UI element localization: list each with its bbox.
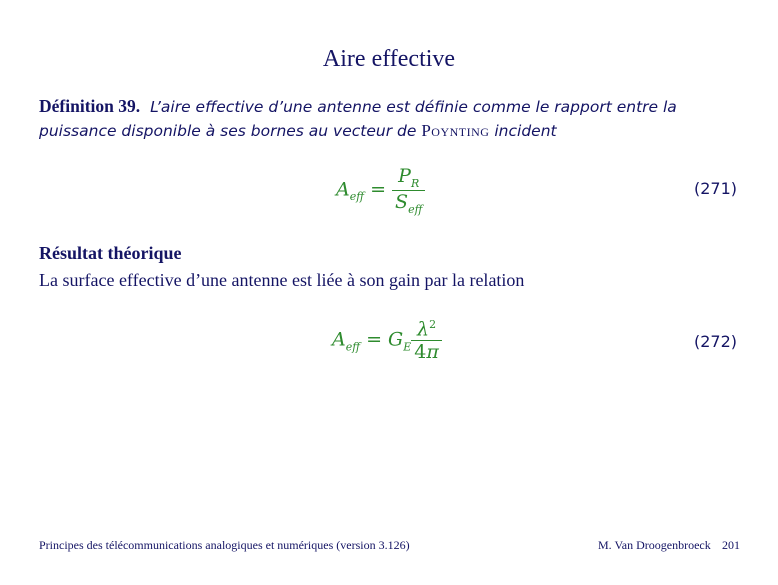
definition-text-part1: L’aire effective d’une antenne est définie comme le rapport entre la puissance disponible à ses bornes au vecteur de [39, 98, 677, 140]
result-heading: Résultat théorique [39, 243, 182, 263]
equation-271 [0, 165, 778, 225]
slide-title: Aire effective [322, 46, 456, 72]
definition-text-part2: incident [489, 122, 557, 140]
footer-page-number: 201 [722, 538, 740, 552]
equation-271-formula: $A_{eff}$ = $\frac{P_R}{S_{eff}}$ [336, 165, 425, 216]
definition-heading: Définition 39. [39, 96, 141, 116]
definition-block [39, 95, 751, 143]
equation-272-number: (272) [693, 332, 737, 351]
footer-author: M. Van Droogenbroeck [598, 538, 711, 552]
equation-272-formula: $A_{eff} = G_E$ $\frac{\lambda^2}{4\pi}$ [332, 318, 442, 363]
poynting-name: Poynting [421, 121, 490, 140]
result-text: La surface effective d’une antenne est liée à son gain par la relation [39, 270, 525, 290]
footer-course-title: Principes des télécommunications analogiques et numériques (version 3.126) [39, 538, 410, 552]
equation-271-fraction: $\frac{P_R}{S_{eff}}$ [392, 165, 425, 216]
equation-271-number: (271) [693, 179, 737, 198]
equation-272-fraction: $\frac{\lambda^2}{4\pi}$ [411, 318, 442, 363]
equation-272 [0, 318, 778, 378]
